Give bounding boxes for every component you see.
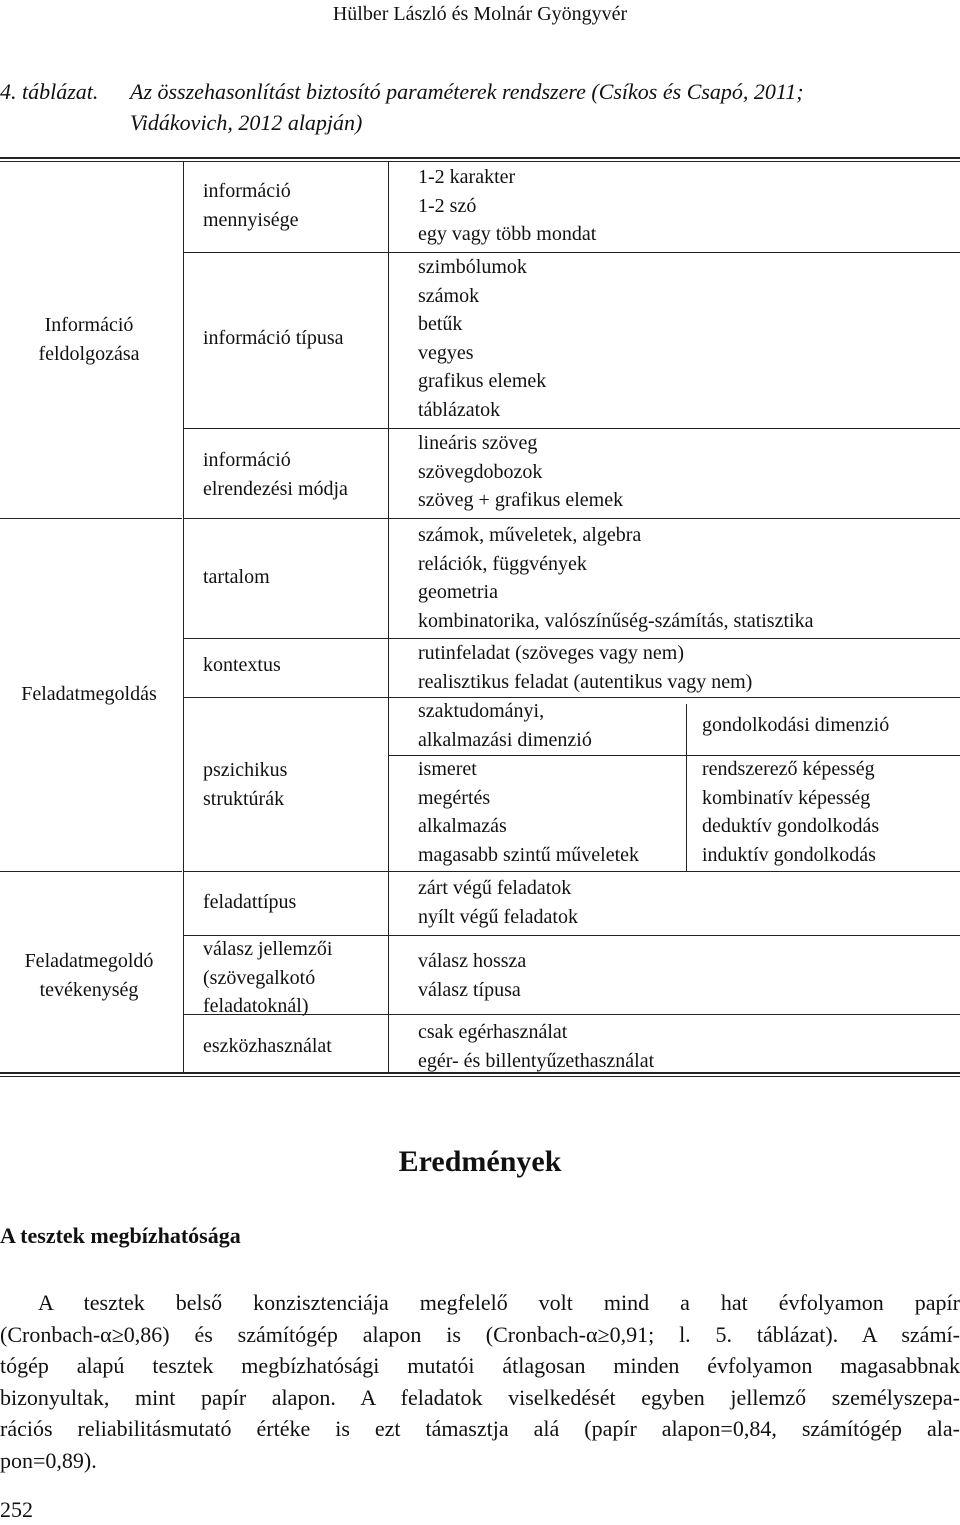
values-content: [418, 521, 813, 635]
column-separator: [388, 161, 389, 1073]
section-title: Eredmények: [398, 1145, 562, 1178]
param-info-amount: információ mennyisége: [203, 180, 299, 231]
list-item: csak egérhasználat: [418, 1021, 568, 1043]
list-item: relációk, függvények: [418, 552, 587, 575]
values-task-type: [418, 874, 578, 931]
paragraph-line: bizonyultak, mint papír alapon. A feladatok viselkedését egyben jellemző személyszepa-: [0, 1384, 960, 1410]
values-answer: [418, 947, 526, 1004]
list-item: szimbólumok: [418, 256, 527, 278]
body-paragraph: [0, 1287, 960, 1476]
running-header: Hülber László és Molnár Gyöngyvér: [332, 3, 628, 25]
table-caption-number: 4. táblázat.: [0, 79, 99, 104]
table-caption-line-2: Vidákovich, 2012 alapján): [130, 110, 363, 135]
list-item: válasz típusa: [418, 978, 521, 1001]
row-separator: [183, 518, 960, 519]
param-content: tartalom: [203, 566, 270, 588]
param-info-type: információ típusa: [203, 327, 344, 349]
list-item: induktív gondolkodás: [702, 843, 876, 866]
param-tools: eszközhasználat: [203, 1035, 332, 1057]
param-info-layout: információ elrendezési módja: [203, 449, 348, 500]
list-item: szövegdobozok: [418, 460, 543, 483]
table-bottom-rule-inner: [0, 1076, 960, 1077]
list-item: rutinfeladat (szöveges vagy nem): [418, 642, 685, 664]
list-item: lineáris szöveg: [418, 432, 538, 454]
list-item: számok, műveletek, algebra: [418, 524, 642, 546]
list-item: kombinatorika, valószínűség-számítás, statisztika: [418, 609, 814, 632]
param-task-type: feladattípus: [203, 891, 297, 913]
values-info-amount: [418, 163, 596, 249]
list-item: nyílt végű feladatok: [418, 905, 578, 928]
list-item: grafikus elemek: [418, 370, 547, 392]
page-number: 252: [0, 1497, 33, 1522]
list-item: geometria: [418, 581, 498, 603]
list-item: ismeret: [418, 758, 477, 780]
list-item: betűk: [418, 313, 463, 335]
values-context: [418, 639, 752, 696]
list-item: zárt végű feladatok: [418, 877, 572, 899]
list-item: válasz hossza: [418, 950, 527, 972]
group-separator: [0, 871, 182, 872]
paragraph-line: (Cronbach-α≥0,86) és számítógép alapon is (Cronbach-α≥0,91; l. 5. táblázat). A számí-: [0, 1321, 960, 1347]
table-top-rule: [0, 157, 960, 159]
paragraph-line: tógép alapú tesztek megbízhatósági mutatói átlagosan minden évfolyamon magasabbnak: [0, 1353, 960, 1378]
row-separator: [183, 252, 960, 253]
psych-subheader-left: szaktudományi, alkalmazási dimenzió: [418, 700, 592, 751]
list-item: vegyes: [418, 341, 474, 364]
paragraph-line: rációs reliabilitásmutató értéke is ezt támasztja alá (papír alapon=0,84, számítógép ala-: [0, 1416, 960, 1441]
column-separator: [183, 161, 184, 1073]
list-item: szöveg + grafikus elemek: [418, 489, 624, 511]
list-item: magasabb szintű műveletek: [418, 843, 640, 866]
psych-subheader-right: gondolkodási dimenzió: [702, 714, 890, 736]
list-item: táblázatok: [418, 398, 501, 421]
values-info-layout: [418, 429, 623, 515]
psych-column-separator: [686, 704, 687, 871]
group-label-task-solving-activity: Feladatmegoldó tevékenység: [24, 950, 154, 1001]
list-item: 1-2 szó: [418, 194, 477, 217]
values-info-type: [418, 253, 546, 424]
paragraph-line: pon=0,89).: [0, 1447, 97, 1473]
param-context: kontextus: [203, 654, 281, 676]
group-separator: [0, 518, 182, 519]
list-item: alkalmazás: [418, 815, 507, 837]
list-item: rendszerező képesség: [702, 758, 875, 780]
group-label-information-processing: Információ feldolgozása: [38, 314, 140, 365]
list-item: deduktív gondolkodás: [702, 815, 880, 837]
list-item: 1-2 karakter: [418, 166, 516, 188]
list-item: megértés: [418, 786, 491, 809]
subsection-title: A tesztek megbízhatósága: [0, 1223, 241, 1248]
list-item: egér- és billentyűzethasználat: [418, 1049, 655, 1072]
list-item: egy vagy több mondat: [418, 223, 597, 245]
list-item: realisztikus feladat (autentikus vagy nem): [418, 670, 753, 693]
table-caption-line-1: Az összehasonlítást biztosító paraméterek rendszere (Csíkos és Csapó, 2011;: [130, 79, 804, 104]
table-top-rule-inner: [0, 161, 960, 162]
values-psych-right: [702, 755, 879, 869]
group-label-task-solving: Feladatmegoldás: [21, 683, 157, 705]
values-psych-left: [418, 755, 639, 869]
param-psych-structures: pszichikus struktúrák: [203, 759, 288, 810]
param-answer: válasz jellemzői (szövegalkotó feladatoknál): [203, 938, 333, 1017]
list-item: számok: [418, 284, 480, 307]
list-item: kombinatív képesség: [702, 786, 871, 809]
values-tools: [418, 1018, 654, 1075]
paragraph-line: A tesztek belső konzisztenciája megfelelő volt mind a hat évfolyamon papír: [38, 1290, 960, 1315]
row-separator: [183, 871, 960, 872]
